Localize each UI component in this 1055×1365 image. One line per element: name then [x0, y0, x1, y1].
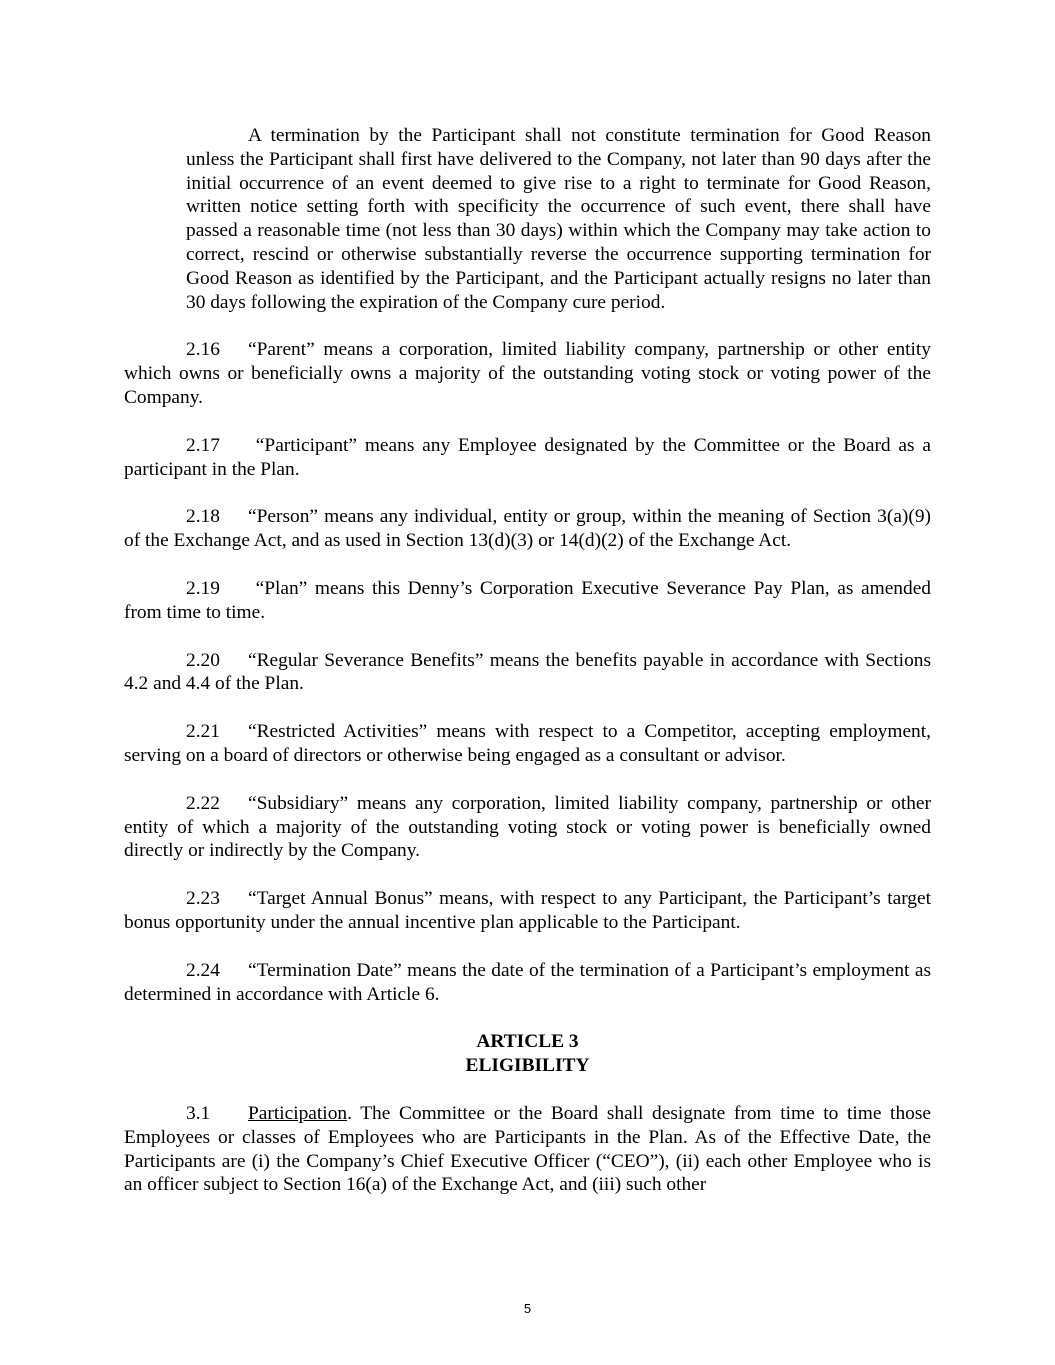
definition-2-16	[124, 338, 931, 409]
definition-text: “Termination Date” means the date of the termination of a Participant’s employment as determined in accordance with Article 6.	[124, 959, 931, 1005]
definition-text: “Participant” means any Employee designated by the Committee or the Board as a participant in the Plan.	[124, 434, 931, 480]
section-number: 2.16	[186, 339, 220, 361]
definition-text: “Parent” means a corporation, limited liability company, partnership or other entity which owns or beneficially owns a majority of the outstanding voting stock or voting power of the Company.	[124, 339, 931, 408]
article-heading	[124, 1030, 931, 1078]
section-number: 2.18	[186, 506, 220, 528]
section-number: 2.21	[186, 721, 220, 743]
definition-text: “Subsidiary” means any corporation, limited liability company, partnership or other entity of which a majority of the outstanding voting stock or voting power is beneficially owned directly or indirectly by the Company.	[124, 792, 931, 862]
section-number: 2.19	[186, 577, 220, 599]
definition-text: “Target Annual Bonus” means, with respect to any Participant, the Participant’s target bonus opportunity under the annual incentive plan applicable to the Participant.	[124, 888, 931, 933]
section-number: 2.22	[186, 792, 220, 814]
definition-2-19	[124, 577, 931, 625]
section-text: . The Committee or the Board shall designate from time to time those Employees or classes of Employees who are Participants in the Plan. As of the Effective Date, the Participants are (i) the Company’s Chief Executive Officer (“CEO”), (ii) each other Employee who is an officer subject to Section 16(a) of the Exchange Act, and (iii) such other	[124, 1102, 931, 1196]
section-3-1	[124, 1102, 931, 1197]
definition-2-17	[124, 434, 931, 482]
page-number: 5	[523, 1301, 532, 1316]
definition-2-22	[124, 792, 931, 863]
definition-text: “Restricted Activities” means with respect to a Competitor, accepting employment, serving on a board of directors or otherwise being engaged as a consultant or advisor.	[124, 721, 931, 766]
definition-2-23	[124, 887, 931, 935]
good-reason-paragraph: A termination by the Participant shall not constitute termination for Good Reason unless the Participant shall first have delivered to the Company, not later than 90 days after the initial occurrence of an event deemed to give rise to a right to terminate for Good Reason, written notice setting forth with specificity the occurrence of such event, there shall have passed a reasonable time (not less than 30 days) within which the Company may take action to correct, rescind or otherwise substantially reverse the occurrence supporting termination for Good Reason as identified by the Participant, and the Participant actually resigns no later than 30 days following the expiration of the Company cure period.	[186, 125, 931, 313]
definition-2-20	[124, 649, 931, 697]
definition-2-24	[124, 959, 931, 1007]
section-number: 2.17	[186, 434, 220, 456]
definition-2-18	[124, 505, 931, 553]
definition-text: “Person” means any individual, entity or group, within the meaning of Section 3(a)(9) of the Exchange Act, and as used in Section 13(d)(3) or 14(d)(2) of the Exchange Act.	[124, 506, 931, 552]
document-page	[124, 124, 931, 1221]
section-number: 3.1	[186, 1102, 211, 1124]
definition-text: “Regular Severance Benefits” means the benefits payable in accordance with Sections 4.2 and 4.4 of the Plan.	[124, 649, 931, 695]
definition-text: “Plan” means this Denny’s Corporation Executive Severance Pay Plan, as amended from time to time.	[124, 577, 931, 623]
section-number: 2.20	[186, 649, 220, 671]
section-number: 2.23	[186, 888, 220, 910]
section-number: 2.24	[186, 959, 220, 981]
article-title: ELIGIBILITY	[465, 1055, 590, 1077]
article-number: ARTICLE 3	[476, 1031, 579, 1053]
section-caption: Participation	[248, 1102, 348, 1124]
definition-2-21	[124, 720, 931, 768]
